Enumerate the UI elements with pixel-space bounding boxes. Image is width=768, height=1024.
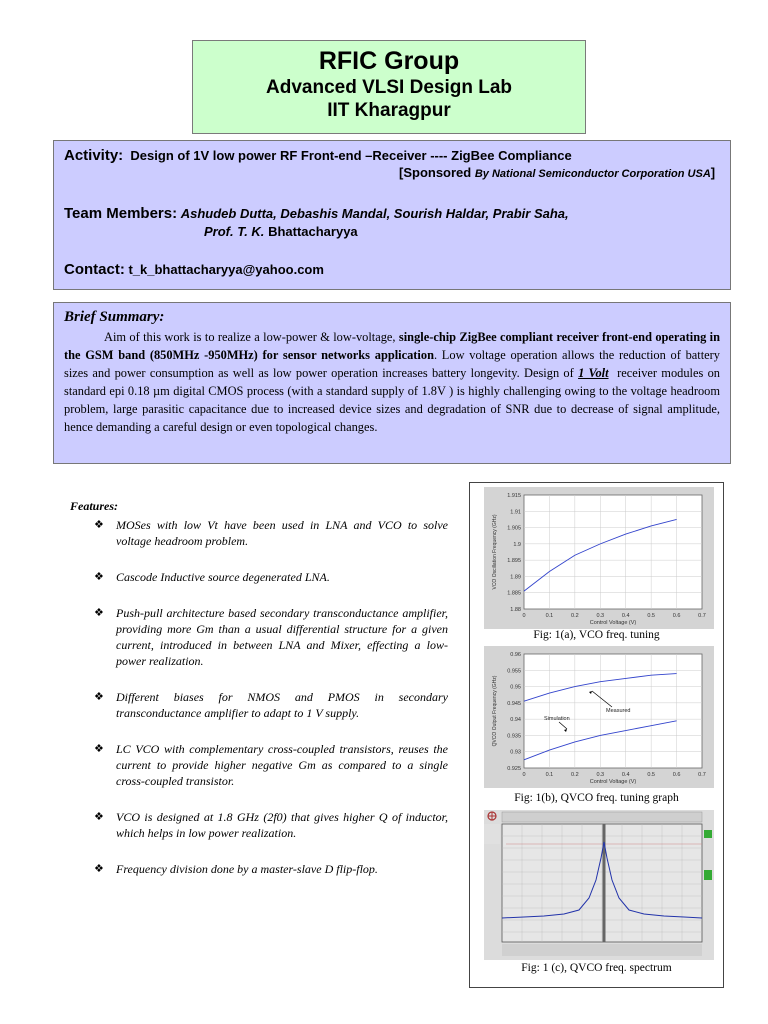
x-tick-label: 0 bbox=[522, 613, 526, 619]
feature-text: LC VCO with complementary cross-coupled transistors, reuses the current to provide higher negative Gm as compared to a single cross-coupled transistor. bbox=[116, 742, 448, 788]
x-tick-label: 0.4 bbox=[621, 613, 630, 619]
group-title: RFIC Group bbox=[318, 47, 460, 75]
feature-item bbox=[70, 569, 448, 585]
summary-body bbox=[64, 328, 720, 436]
sponsor-line bbox=[399, 165, 715, 180]
activity-text: Design of 1V low power RF Front-end –Receiver ---- ZigBee Compliance bbox=[130, 148, 572, 163]
x-tick-label: 0.7 bbox=[698, 613, 706, 619]
vco-tuning-plot bbox=[484, 487, 714, 629]
x-tick-label: 0.5 bbox=[647, 613, 655, 619]
bullet-icon: ❖ bbox=[94, 571, 104, 583]
activity-line bbox=[64, 147, 572, 164]
bullet-icon: ❖ bbox=[94, 811, 104, 823]
feature-text: Frequency division done by a master-slave D flip-flop. bbox=[116, 862, 378, 876]
feature-item bbox=[70, 605, 448, 669]
institute-name: IIT Kharagpur bbox=[327, 100, 451, 121]
feature-text: Push-pull architecture based secondary transconductance amplifier, providing more Gm than a usual differential structure for a given current, introduced in between LNA and Mixer, effecting a low-power realization. bbox=[116, 606, 448, 668]
y-tick-label: 0.95 bbox=[510, 684, 521, 691]
x-tick-label: 0.3 bbox=[596, 613, 605, 619]
feature-text: VCO is designed at 1.8 GHz (2f0) that gives higher Q of inductor, which helps in low power realization. bbox=[116, 810, 448, 840]
team-prof: Prof. T. K. bbox=[204, 224, 265, 239]
summary-bold-text: single-chip ZigBee compliant receiver front-end operating in the GSM band (850MHz -950MHz) for sensor networks application bbox=[64, 330, 720, 362]
x-tick-label: 0 bbox=[522, 772, 526, 778]
feature-text: MOSes with low Vt have been used in LNA and VCO to solve voltage headroom problem. bbox=[116, 518, 448, 548]
features-heading: Features: bbox=[70, 499, 118, 513]
y-tick-label: 1.905 bbox=[507, 525, 521, 532]
feature-item bbox=[70, 689, 448, 721]
activity-label: Activity: bbox=[64, 147, 124, 164]
contact-label: Contact: bbox=[64, 261, 125, 278]
spectrum-plot bbox=[484, 810, 714, 960]
summary-box bbox=[53, 302, 731, 464]
feature-item bbox=[70, 809, 448, 841]
x-tick-label: 0.2 bbox=[571, 772, 579, 778]
team-line-2 bbox=[204, 224, 358, 239]
figures-frame bbox=[469, 482, 724, 988]
sponsor-close: ] bbox=[710, 165, 716, 180]
plot-area bbox=[524, 495, 702, 609]
contact-line bbox=[64, 261, 324, 278]
x-tick-label: 0.4 bbox=[621, 772, 630, 778]
y-tick-label: 1.9 bbox=[513, 541, 521, 548]
features-section bbox=[70, 498, 448, 897]
summary-emphasis: 1 Volt bbox=[578, 366, 609, 380]
feature-item bbox=[70, 741, 448, 789]
team-members: Ashudeb Dutta, Debashis Mandal, Sourish Haldar, Prabir Saha, bbox=[180, 206, 569, 221]
x-axis-label: Control Voltage (V) bbox=[589, 779, 637, 785]
y-tick-label: 0.925 bbox=[507, 766, 521, 772]
annotation-label: Simulation bbox=[544, 716, 570, 722]
team-line bbox=[64, 205, 569, 222]
x-tick-label: 0.3 bbox=[596, 772, 605, 778]
y-tick-label: 0.955 bbox=[507, 668, 521, 675]
summary-text-2: . Low voltage operation allows the reduction of battery sizes and power consumption as well as low power operation increases battery longevity. Design of bbox=[64, 348, 720, 380]
qvco-tuning-plot bbox=[484, 646, 714, 788]
sponsor-label: [Sponsored bbox=[399, 165, 472, 180]
bullet-icon: ❖ bbox=[94, 691, 104, 703]
spectrum-image bbox=[484, 810, 714, 960]
feature-text: Cascode Inductive source degenerated LNA. bbox=[116, 570, 330, 584]
bullet-icon: ❖ bbox=[94, 863, 104, 875]
y-tick-label: 0.96 bbox=[510, 652, 521, 658]
summary-text-3: receiver modules on standard epi 0.18 µm digital CMOS process (with a standard supply of 1.8V ) is highly challenging owing to the voltage headroom problem, large parasitic capacitance due to increased device sizes and degradation of SNR due to decrease of signal amplitude, hence demanding a careful design or even topological changes. bbox=[64, 366, 720, 434]
feature-item bbox=[70, 517, 448, 549]
summary-heading: Brief Summary: bbox=[64, 309, 165, 325]
x-tick-label: 0.5 bbox=[647, 772, 655, 778]
title-box bbox=[192, 40, 586, 134]
y-tick-label: 1.915 bbox=[507, 493, 521, 499]
caption-b: Fig: 1(b), QVCO freq. tuning graph bbox=[514, 792, 679, 804]
bullet-icon: ❖ bbox=[94, 519, 104, 531]
feature-item bbox=[70, 861, 448, 877]
feature-text: Different biases for NMOS and PMOS in secondary transconductance amplifier to adapt to 1 V supply. bbox=[116, 690, 448, 720]
annotation-label: Measured bbox=[606, 708, 631, 714]
lab-name: Advanced VLSI Design Lab bbox=[266, 77, 512, 98]
y-tick-label: 1.88 bbox=[510, 607, 521, 613]
y-tick-label: 0.93 bbox=[510, 749, 521, 756]
y-tick-label: 0.935 bbox=[507, 733, 521, 740]
x-axis-label: Control Voltage (V) bbox=[589, 620, 637, 626]
activity-box bbox=[53, 140, 731, 290]
y-axis-label: QVCO Output Frequency (GHz) bbox=[492, 675, 498, 747]
summary-text-1: Aim of this work is to realize a low-power & low-voltage, bbox=[104, 330, 396, 344]
y-tick-label: 1.885 bbox=[507, 590, 521, 597]
x-tick-label: 0.1 bbox=[545, 613, 554, 619]
caption-a: Fig: 1(a), VCO freq. tuning bbox=[533, 629, 660, 641]
x-tick-label: 0.7 bbox=[698, 772, 706, 778]
contact-email[interactable]: t_k_bhattacharyya@yahoo.com bbox=[128, 262, 324, 277]
x-tick-label: 0.2 bbox=[571, 613, 579, 619]
caption-c: Fig: 1 (c), QVCO freq. spectrum bbox=[521, 962, 672, 974]
y-tick-label: 0.94 bbox=[510, 717, 521, 724]
qvco-tuning-chart bbox=[484, 646, 714, 788]
x-tick-label: 0.6 bbox=[672, 613, 681, 619]
bullet-icon: ❖ bbox=[94, 743, 104, 755]
y-tick-label: 0.945 bbox=[507, 700, 521, 707]
y-tick-label: 1.89 bbox=[510, 574, 521, 581]
team-prof-name: Bhattacharyya bbox=[268, 224, 358, 239]
y-tick-label: 1.895 bbox=[507, 558, 521, 565]
y-axis-label: VCO Oscillation Frequency (GHz) bbox=[492, 514, 498, 590]
y-tick-label: 1.91 bbox=[510, 509, 521, 516]
sponsor-name: By National Semiconductor Corporation USA bbox=[474, 168, 711, 180]
x-tick-label: 0.1 bbox=[545, 772, 554, 778]
bullet-icon: ❖ bbox=[94, 607, 104, 619]
x-tick-label: 0.6 bbox=[672, 772, 681, 778]
team-label: Team Members: bbox=[64, 205, 178, 222]
vco-tuning-chart bbox=[484, 487, 714, 629]
